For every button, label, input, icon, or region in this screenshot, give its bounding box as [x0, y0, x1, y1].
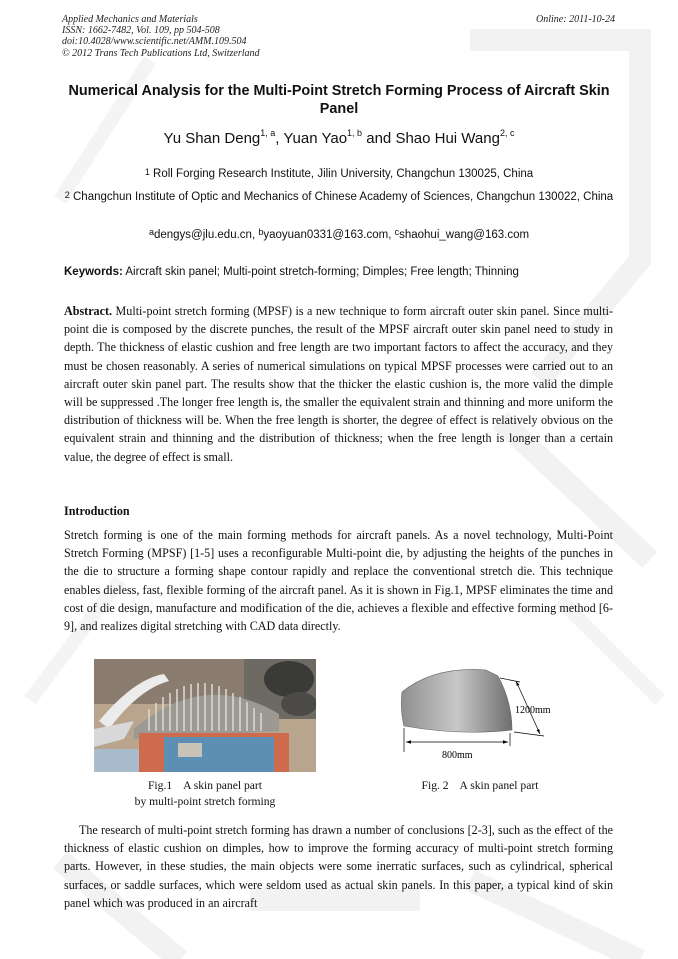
journal-name: Applied Mechanics and Materials	[62, 14, 198, 25]
affiliation-text: Roll Forging Research Institute, Jilin University, Changchun 130025, China	[153, 168, 534, 180]
abstract-paragraph	[64, 302, 613, 466]
issn-line: ISSN: 1662-7482, Vol. 109, pp 504-508	[62, 25, 220, 37]
figure-1-caption	[94, 778, 316, 810]
email-link[interactable]: dengys@jlu.edu.cn	[153, 229, 252, 241]
affiliation-text: Changchun Institute of Optic and Mechanics of Chinese Academy of Sciences, Changchun 130022, China	[73, 191, 614, 203]
abstract-label: Abstract.	[64, 304, 113, 318]
email-link[interactable]: yaoyuan0331@163.com	[263, 229, 389, 241]
section-heading-introduction: Introduction	[64, 504, 130, 518]
paper-title: Numerical Analysis for the Multi-Point Stretch Forming Process of Aircraft Skin Panel	[68, 83, 610, 117]
arrow-head	[503, 740, 508, 744]
online-date: Online: 2011-10-24	[536, 14, 615, 25]
author-affiliation-mark: 1, b	[347, 128, 363, 138]
copyright-line: © 2012 Trans Tech Publications Ltd, Switzerland	[62, 47, 260, 59]
author-name: Yu Shan Deng	[163, 130, 261, 147]
body-paragraph: The research of multi-point stretch forming has drawn a number of conclusions [2-3], such as the effect of the thickness of elastic cushion on dimples, how to improve the forming accuracy of multi-point stretch forming parts. However, in these studies, the main objects were some inerratic surfaces, such as cylindrical, spherical surfaces, or saddle surfaces, which were seldom used as actual skin panels. In this paper, a typical kind of skin panel which was produced in an aircraft	[64, 823, 613, 910]
keywords-text: Aircraft skin panel; Multi-point stretch-forming; Dimples; Free length; Thinning	[125, 266, 519, 278]
email-mark: b	[258, 227, 264, 237]
width-dimension-label: 800mm	[442, 750, 473, 761]
affiliation-2	[64, 190, 614, 205]
doi-line: doi:10.4028/www.scientific.net/AMM.109.504	[62, 36, 247, 48]
figure-1-photo	[94, 659, 316, 772]
author-affiliation-mark: 1, a	[260, 128, 276, 138]
author-list	[64, 130, 614, 147]
affiliation-1	[64, 167, 614, 182]
keywords-label: Keywords:	[64, 266, 123, 278]
email-link[interactable]: shaohui_wang@163.com	[399, 229, 530, 241]
author-separator: and	[362, 130, 396, 147]
arrow-head	[406, 740, 411, 744]
email-separator: ,	[251, 229, 259, 241]
dimension-extension-line	[500, 678, 520, 682]
author-name: Yuan Yao	[283, 130, 348, 147]
email-list	[64, 229, 614, 241]
affiliation-mark: 1	[144, 167, 150, 177]
caption-line: Fig.1 A skin panel part	[147, 779, 262, 792]
height-dimension-label: 1200mm	[515, 705, 551, 716]
email-separator: ,	[388, 229, 395, 241]
intro-paragraph: Stretch forming is one of the main forming methods for aircraft panels. As a novel technology, Multi-Point Stretch Forming (MPSF) [1-5] uses a reconfigurable Multi-point die, by adjusting the heights of the punches in the die to structure a forming shape contour rapidly and replace the conventional stretch die. This technique enables dieless, fast, flexible forming of the aircraft panel. As it is shown in Fig.1, MPSF eliminates the time and cost of die design, manufacture and modification of the die, achieves a flexible and effective forming method [6-9], and realizes digital stretching with CAD data directly.	[64, 528, 613, 634]
author-affiliation-mark: 2, c	[499, 128, 515, 138]
email-mark: c	[394, 227, 400, 237]
keywords-line	[64, 266, 616, 278]
caption-line: by multi-point stretch forming	[134, 795, 276, 808]
author-name: Shao Hui Wang	[395, 130, 500, 147]
skin-panel-shape	[401, 669, 512, 732]
figure-2-diagram	[398, 662, 566, 766]
journal-header	[62, 14, 260, 59]
email-mark: a	[148, 227, 154, 237]
arrow-head	[537, 729, 540, 734]
affiliation-mark: 2	[64, 190, 70, 200]
author-separator: ,	[275, 130, 284, 147]
abstract-text: Multi-point stretch forming (MPSF) is a new technique to form aircraft outer skin panel. Since multi-point die is composed by the discrete punches, the result of the MPSF aircraft outer skin panel need to study in depth. The thickness of elastic cushion and free length are two important factors to affect the accuracy, and they must be chosen reasonably. A series of numerical simulations on typical MPSF processes were carried out to an aircraft outer skin panel part. The results show that the thicker the elastic cushion is, the more valid the dimple will be suppressed .The longer free length is, the smaller the equivalent strain and thinning and more uniform the distribution of thickness will be. When the free length is shorter, the degree of effect is relatively obvious on the equivalent strain and thinning and the distribution of thickness; when the free length is longer than a certain value, the degree of effect is small.	[64, 304, 613, 464]
figure-2-caption: Fig. 2 A skin panel part	[421, 779, 539, 792]
